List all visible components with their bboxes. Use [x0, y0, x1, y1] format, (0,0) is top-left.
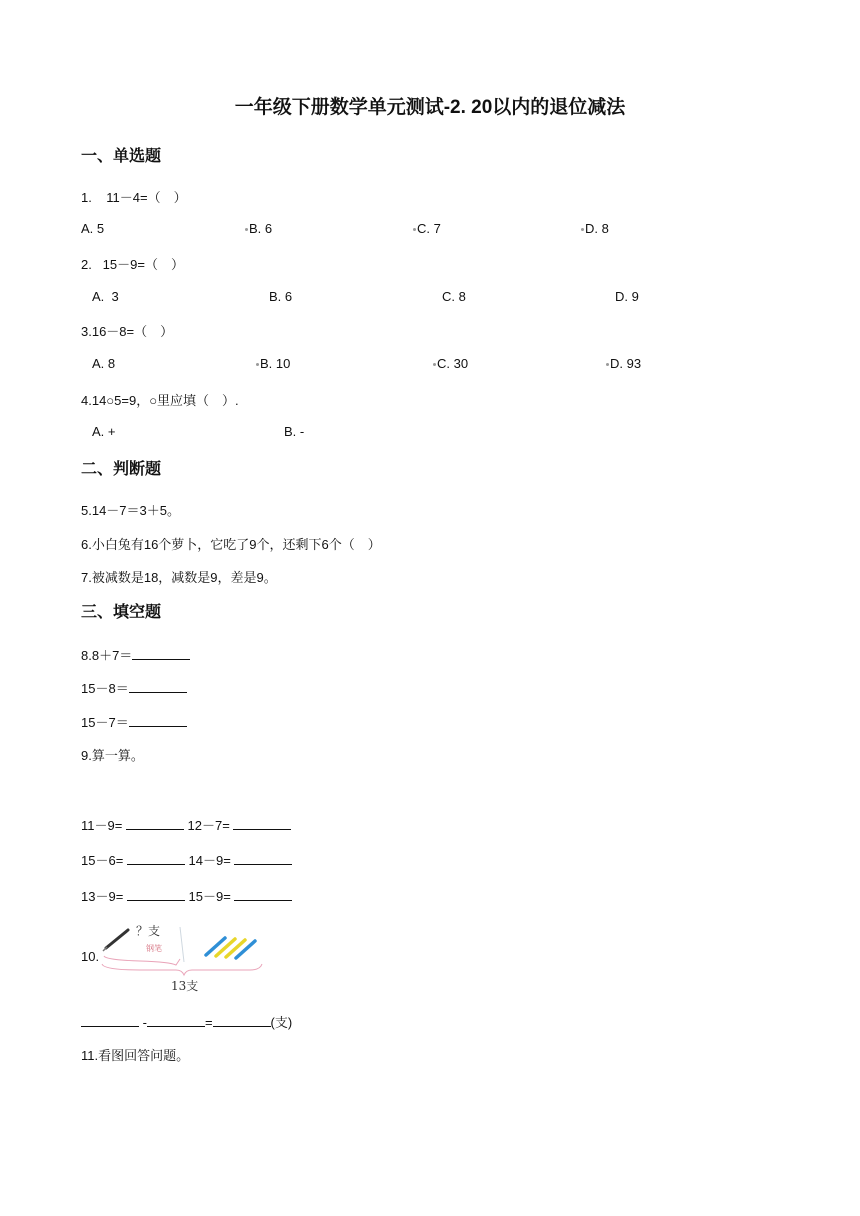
page-title: 一年级下册数学单元测试-2. 20以内的退位减法 [234, 97, 626, 118]
answer-blank[interactable] [129, 715, 187, 727]
option-bullet-icon [245, 228, 248, 231]
question-8-line-2 [81, 678, 187, 697]
answer-blank[interactable] [127, 889, 185, 901]
option-bullet-icon [606, 363, 609, 366]
question-2-stem: 2. 15－9=（ ） [81, 257, 184, 272]
q3-option-a: A. 8 [92, 356, 116, 371]
answer-blank[interactable] [147, 1015, 205, 1027]
question-3-stem: 3.16－8=（ ） [81, 324, 174, 339]
question-9-row-2 [81, 850, 292, 869]
question-6: 6.小白兔有16个萝卜，它吃了9个，还剩下6个（ ） [81, 537, 381, 552]
question-9-row-3 [81, 886, 292, 905]
answer-blank[interactable] [126, 818, 184, 830]
fig-total-label: 13支 [171, 979, 199, 993]
section-heading-single-choice: 一、单选题 [81, 148, 162, 165]
minus-sign: - [139, 1015, 147, 1030]
q3-option-b-label: B. 10 [260, 356, 291, 371]
q3-option-c [433, 356, 468, 371]
answer-blank[interactable] [132, 648, 190, 660]
question-9-row-1 [81, 815, 291, 834]
q9-expr: 11－9= [81, 818, 126, 833]
fountain-pen-icon [103, 930, 128, 951]
q1-option-b-label: B. 6 [249, 221, 273, 236]
question-1-stem: 1. 11－4=（ ） [81, 190, 187, 205]
answer-blank[interactable] [213, 1015, 271, 1027]
section-heading-true-false: 二、判断题 [81, 461, 162, 478]
question-5: 5.14－7＝3＋5。 [81, 503, 180, 518]
q3-option-b [256, 356, 290, 371]
q9-expr: 15－9= [184, 889, 235, 904]
question-4-stem: 4.14○5=9，○里应填（ ）. [81, 393, 239, 408]
q3-option-c-label: C. 30 [437, 356, 469, 371]
question-8-line-1 [81, 645, 190, 664]
option-bullet-icon [433, 363, 436, 366]
q2-option-d: D. 9 [615, 289, 639, 304]
q1-option-a: A. 5 [81, 221, 105, 236]
answer-blank[interactable] [129, 681, 187, 693]
q2-option-a: A. 3 [92, 289, 119, 304]
answer-blank[interactable] [81, 1015, 139, 1027]
option-bullet-icon [413, 228, 416, 231]
small-brace [104, 956, 180, 965]
q1-option-c [413, 221, 441, 236]
q3-option-d-label: D. 93 [610, 356, 642, 371]
option-bullet-icon [581, 228, 584, 231]
answer-blank[interactable] [233, 818, 291, 830]
q2-option-c: C. 8 [442, 289, 466, 304]
fig-question-label: ？支 [136, 924, 161, 938]
q1-option-d-label: D. 8 [585, 221, 609, 236]
q9-expr: 12－7= [183, 818, 234, 833]
q8-expr-2: 15－8＝ [81, 681, 129, 696]
q4-option-b: B. - [284, 424, 305, 439]
q8-expr-3: 15－7＝ [81, 715, 129, 730]
divider-line [180, 927, 184, 962]
answer-blank[interactable] [234, 889, 292, 901]
pens-figure-svg [100, 918, 270, 996]
q1-option-b [245, 221, 272, 236]
unit-label: (支) [270, 1015, 293, 1030]
q8-expr-1: 8.8＋7＝ [81, 648, 133, 663]
answer-blank[interactable] [127, 853, 185, 865]
total-brace [102, 964, 262, 975]
pens-illustration [100, 918, 270, 996]
question-7: 7.被减数是18，减数是9，差是9。 [81, 570, 277, 585]
q2-option-b: B. 6 [269, 289, 293, 304]
question-10-equation [81, 1012, 292, 1031]
colored-pens-icon [206, 938, 255, 958]
answer-blank[interactable] [234, 853, 292, 865]
q1-option-c-label: C. 7 [417, 221, 441, 236]
q9-expr: 13－9= [81, 889, 127, 904]
section-heading-fill-blank: 三、填空题 [81, 604, 162, 621]
question-9-stem: 9.算一算。 [81, 748, 144, 763]
fig-pen-label: 钢笔 [146, 944, 162, 953]
question-10-number: 10. [81, 949, 100, 964]
q3-option-d [606, 356, 641, 371]
question-11: 11.看图回答问题。 [81, 1048, 190, 1063]
q1-option-d [581, 221, 609, 236]
q4-option-a: A. + [92, 424, 116, 439]
equals-sign: = [204, 1015, 213, 1030]
option-bullet-icon [256, 363, 259, 366]
q9-expr: 15－6= [81, 853, 127, 868]
question-8-line-3 [81, 712, 187, 731]
q9-expr: 14－9= [184, 853, 235, 868]
